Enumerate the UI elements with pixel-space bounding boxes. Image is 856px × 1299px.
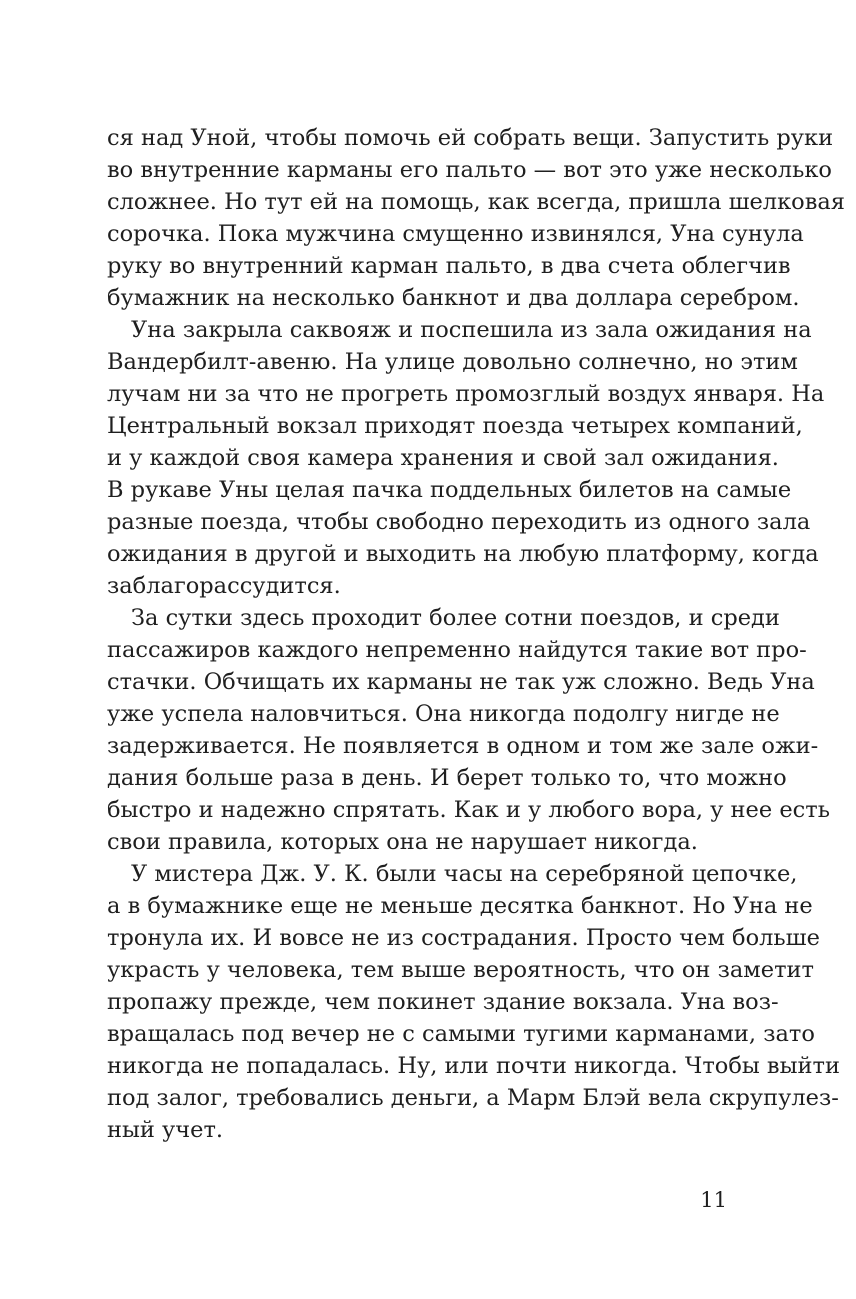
text-line: сложнее. Но тут ей на помощь, как всегда, пришла шелковая bbox=[107, 189, 845, 215]
text-line: вращалась под вечер не с самыми тугими карманами, зато bbox=[107, 1021, 815, 1047]
text-line: За сутки здесь проходит более сотни поездов, и среди bbox=[131, 605, 780, 631]
text-line: ожидания в другой и выходить на любую платформу, когда bbox=[107, 541, 819, 567]
text-line: бумажник на несколько банкнот и два доллара серебром. bbox=[107, 285, 800, 311]
text-line: и у каждой своя камера хранения и свой зал ожидания. bbox=[107, 445, 779, 471]
text-line: У мистера Дж. У. К. были часы на серебряной цепочке, bbox=[131, 861, 798, 887]
text-line: украсть у человека, тем выше вероятность, что он заметит bbox=[107, 957, 814, 983]
text-line: разные поезда, чтобы свободно переходить из одного зала bbox=[107, 509, 811, 535]
text-line: под залог, требовались деньги, а Марм Блэй вела скрупулез- bbox=[107, 1085, 839, 1111]
text-line: задерживается. Не появляется в одном и том же зале ожи- bbox=[107, 733, 819, 759]
paragraph-1 bbox=[107, 122, 845, 314]
text-line: во внутренние карманы его пальто — вот это уже несколько bbox=[107, 157, 832, 183]
text-line: никогда не попадалась. Ну, или почти никогда. Чтобы выйти bbox=[107, 1053, 840, 1079]
text-line: ный учет. bbox=[107, 1117, 224, 1143]
text-line: Вандербилт-авеню. На улице довольно солнечно, но этим bbox=[107, 349, 798, 375]
text-line: Центральный вокзал приходят поезда четырех компаний, bbox=[107, 413, 803, 439]
text-line: пассажиров каждого непременно найдутся такие вот про- bbox=[107, 637, 807, 663]
text-line: пропажу прежде, чем покинет здание вокзала. Уна воз- bbox=[107, 989, 779, 1015]
text-line: тронула их. И вовсе не из сострадания. Просто чем больше bbox=[107, 925, 820, 951]
text-line: заблагорассудится. bbox=[107, 573, 341, 599]
text-line: дания больше раза в день. И берет только то, что можно bbox=[107, 765, 787, 791]
text-line: уже успела наловчиться. Она никогда подолгу нигде не bbox=[107, 701, 780, 727]
text-line: руку во внутренний карман пальто, в два счета облегчив bbox=[107, 253, 791, 279]
text-line: лучам ни за что не прогреть промозглый воздух января. На bbox=[107, 381, 825, 407]
text-line: стачки. Обчищать их карманы не так уж сложно. Ведь Уна bbox=[107, 669, 815, 695]
body-text bbox=[107, 122, 845, 1146]
text-line: свои правила, которых она не нарушает никогда. bbox=[107, 829, 698, 855]
text-line: а в бумажнике еще не меньше десятка банкнот. Но Уна не bbox=[107, 893, 813, 919]
paragraph-2 bbox=[107, 314, 825, 602]
text-line: быстро и надежно спрятать. Как и у любого вора, у нее есть bbox=[107, 797, 830, 823]
text-line: Уна закрыла саквояж и поспешила из зала ожидания на bbox=[131, 317, 812, 343]
text-line: ся над Уной, чтобы помочь ей собрать вещи. Запустить руки bbox=[107, 125, 834, 151]
paragraph-4 bbox=[107, 858, 840, 1146]
text-line: В рукаве Уны целая пачка поддельных билетов на самые bbox=[107, 477, 792, 503]
paragraph-3 bbox=[107, 602, 830, 858]
page-number: 11 bbox=[700, 1188, 727, 1212]
text-line: сорочка. Пока мужчина смущенно извинялся, Уна сунула bbox=[107, 221, 804, 247]
